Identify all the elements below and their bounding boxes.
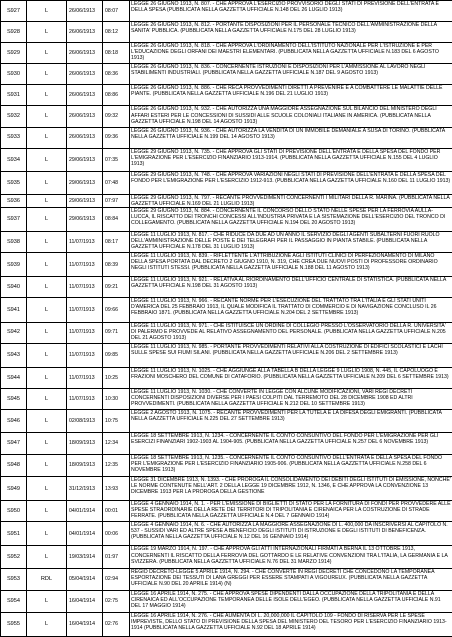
- description-cell: LEGGE 26 GIUGNO 1913, N. 932. - CHE AUTORIZZA UNA MAGGIORE ASSEGNAZIONE SUL BILANCIO DEL MINISTERO DEGLI AFFARI ESTERI PER LE CONCESSIONI DI SUSSIDI ALLE SCUOLE COLONIALI ITALIANE IN AMERICA. (PUBBLICATA NELLA GAZZETTA UFFICIALE N.198 DEL 14 AGOSTO 1913): [130, 106, 452, 127]
- number-cell: 09:85: [103, 343, 130, 367]
- record-id-cell: S929: [1, 43, 27, 64]
- table-row: [1, 127, 452, 148]
- date-cell: 11/07/1913: [67, 277, 103, 298]
- date-cell: 29/06/1913: [67, 207, 103, 231]
- table-row: [1, 232, 452, 253]
- table-row: [1, 1, 452, 22]
- description-cell: LEGGE 26 GIUGNO 1913, N. 812. - PORTANTE DISPOSIZIONI PER IL PERSONALE TECNICO DELL'AMMINISTRAZIONE DELLA SANITA' PUBBLICA. (PUBBLICATA NELLA GAZZETTA UFFICIALE N.175 DEL 28 LUGLIO 1913): [130, 22, 452, 43]
- description-cell: LEGGE 16 APRILE 1914, N. 276. - CHE AUMENTA DI L. 20,000,000 IL CAPITOLO 109 - FONDO DI RISERVA PER LE SPESE IMPREVISTE, DELLO STATO DI PREVISIONE DELLA SPESA DEL MINISTERO DEL TESORO PER L'ESERCIZIO FINANZIARIO 1913-1914 (PUBBLICATA NELLA GAZZETTA UFFICIALE N.92 DEL 18 APRILE 1914): [130, 612, 452, 636]
- date-cell: 02/08/1913: [67, 409, 103, 432]
- record-id-cell: S937: [1, 207, 27, 231]
- description-cell: LEGGE 26 GIUGNO 1913, N. 936. - CHE AUTORIZZA LA VENDITA DI UN IMMOBILE DEMANIALE A SUSA DI TORINO. (PUBBLICATA NELLA GAZZETTA UFFICIALE N.199 DEL 14 AGOSTO 1913): [130, 127, 452, 148]
- table-row: [1, 277, 452, 298]
- description-cell: LEGGE 31 DICEMBRE 1913, N. 1393. - CHE PROROGA IL CONSOLIDAMENTO DEI DEBITI DEGLI ISTITUTI DI EMISSIONE, NONCHE' LE NORME CONTENUTE NELL'ART. 2 DELLA LEGGE 19 DICEMBRE 1912, N. 1346, E CHE APPROVA LA CONVENZIONE 13 DICEMBRE 1913 PER LA PROROGA DELLA GESTIONE: [130, 477, 452, 501]
- table-row: [1, 171, 452, 194]
- table-row: [1, 43, 452, 64]
- number-cell: 02:76: [103, 612, 130, 636]
- number-cell: 09:32: [103, 106, 130, 127]
- description-cell: LEGGE 18 SETTEMBRE 1913, N. 1235. - CONCERNENTE IL CONTO CONSUNTIVO DELL'ENTRATA E DELLA SPESA DEL FONDO PER L'EMIGRAZIONE PER L'ESERCIZIO FINANZIARIO 1905-906. (PUBBLICATA NELLA GAZZETTA UFFICIALE N.258 DEL 6 NOVEMBRE 1913): [130, 455, 452, 477]
- description-cell: LEGGE 19 MARZO 1914, N. 197. - CHE APPROVA GLI ATTI INTERNAZIONALI FIRMATI A BERNA IL 13 OTTOBRE 1913, CONCERNENTI IL RISCATTO DELLA FERROVIA DEL GOTTARDO E LE RELATIVE CONVENZIONI TRA L'ITALIA, LA GERMANIA E LA SVIZZERA. (PUBBLICATA NELLA GAZZETTA UFFICIALE N.76 DEL 31 MARZO 1914): [130, 546, 452, 568]
- date-cell: 26/06/1913: [67, 22, 103, 43]
- number-cell: 02:75: [103, 590, 130, 612]
- date-cell: 26/06/1913: [67, 106, 103, 127]
- date-cell: 26/06/1913: [67, 64, 103, 85]
- number-cell: 08:86: [103, 85, 130, 106]
- description-cell: LEGGE 26 GIUGNO 1913, N. 818. - CHE APPROVA L'ORDINAMENTO DELL'ISTITUTO NAZIONALE PER L'ISTRUZIONE E PER L'EDUCAZIONE DEGLI ORFANI DEI MAESTRI ELEMENTARI. (PUBBLICATA NELLA GAZZETTA UFFICIALE N.183 DEL 6 AGOSTO 1913): [130, 43, 452, 64]
- number-cell: 08:17: [103, 232, 130, 253]
- table-row: [1, 590, 452, 612]
- number-cell: 08:36: [103, 64, 130, 85]
- date-cell: 11/07/1913: [67, 253, 103, 277]
- table-row: [1, 612, 452, 636]
- date-cell: 26/06/1913: [67, 43, 103, 64]
- record-id-cell: S950: [1, 501, 27, 522]
- record-id-cell: S928: [1, 22, 27, 43]
- number-cell: 02:94: [103, 568, 130, 590]
- number-cell: 12:34: [103, 432, 130, 454]
- number-cell: 09:21: [103, 277, 130, 298]
- description-cell: LEGGE 16 APRILE 1914, N. 275. - CHE APPROVA SPESE DIPENDENTI DALLA OCCUPAZIONE DELLA TRIPOLITANIA E DELLA CIRENAICA ED ALL'OCCUPAZIONE TEMPORANEA DELLE ISOLE DELL'EGEO. (PUBBLICATA NELLA GAZZETTA UFFICIALE N.91 DEL 17 MAGGIO 1914): [130, 590, 452, 612]
- description-cell: LEGGE 11 LUGLIO 1913, N. 921. - RELATIVA AL RIORDINAMENTO DELL'UFFICIO CENTRALE DI STATISTICA. (PUBBLICATA NELLA GAZZETTA UFFICIALE N.198 DEL 31 AGOSTO 1913): [130, 277, 452, 298]
- record-id-cell: S936: [1, 194, 27, 207]
- act-type-cell: L: [27, 612, 67, 636]
- table-row: [1, 568, 452, 590]
- act-type-cell: L: [27, 277, 67, 298]
- record-id-cell: S955: [1, 612, 27, 636]
- description-cell: LEGGE 29 GIUGNO 1913, N. 797. - RECANTE PROVVEDIMENTI CONCERNENTI I MILITARI DELLA R. MARINA. (PUBBLICATA NELLA GAZZETTA UFFICIALE N.169 DEL 21 LUGLIO 1913): [130, 194, 452, 207]
- date-cell: 26/06/1913: [67, 85, 103, 106]
- act-type-cell: L: [27, 1, 67, 22]
- number-cell: 01:97: [103, 546, 130, 568]
- description-cell: LEGGE 11 LUGLIO 1913, N. 971. - CHE ISTITUISCE UN ORDINE DI COLLEGIO PRESSO L'OSSERVATORIO DELLA R. UNIVERSITA' DI PALERMO E PROVVEDE AL RELATIVO ASSEGNAMENTO DEL PERSONALE. (PUBBLICATA NELLA GAZZETTA UFFICIALE N.205 DEL 21 AGOSTO 1913): [130, 322, 452, 343]
- record-id-cell: S951: [1, 522, 27, 546]
- records-table-body: [1, 1, 452, 637]
- record-id-cell: S931: [1, 85, 27, 106]
- description-cell: LEGGE 26 GIUGNO 1913, N. 836. - CONCERNENTE ISTRUZIONI E DISPOSIZIONI PER L'AMMISSIONE AL LAVORO NEGLI STABILIMENTI INDUSTRIALI. (PUBBLICATA NELLA GAZZETTA UFFICIALE N.187 DEL 9 AGOSTO 1913): [130, 64, 452, 85]
- record-id-cell: S952: [1, 546, 27, 568]
- record-id-cell: S954: [1, 590, 27, 612]
- table-row: [1, 298, 452, 322]
- number-cell: 08:12: [103, 22, 130, 43]
- date-cell: 16/04/1914: [67, 612, 103, 636]
- record-id-cell: S943: [1, 343, 27, 367]
- record-id-cell: S930: [1, 64, 27, 85]
- number-cell: 08:07: [103, 1, 130, 22]
- record-id-cell: S927: [1, 1, 27, 22]
- act-type-cell: L: [27, 501, 67, 522]
- description-cell: LEGGE 4 GENNAIO 1914, N. 1. - PER L'EMISSIONE DI BIGLIETTI DI STATO PER LA FORNITURA DI FONDI PER PROVVEDERE ALLE SPESE STRAORDINARIE DELLA RETE DEI TERRITORI DI TRIPOLITANIA E CIRENAICA PER LA COSTRUZIONE DI STRADE FERRATE. (PUBBLICATA NELLA GAZZETTA UFFICIALE N.4 DEL 7 GENNAIO 1914): [130, 501, 452, 522]
- number-cell: 10:25: [103, 367, 130, 388]
- number-cell: 08:18: [103, 43, 130, 64]
- date-cell: 26/06/1913: [67, 1, 103, 22]
- record-id-cell: S941: [1, 298, 27, 322]
- date-cell: 11/07/1913: [67, 298, 103, 322]
- table-row: [1, 409, 452, 432]
- record-id-cell: S938: [1, 232, 27, 253]
- description-cell: LEGGE 11 LUGLIO 1913, N. 839. - RIFLETTENTE L'ATTRIBUZIONE AGLI ISTITUTI CLINICI DI PERFEZIONAMENTO DI MILANO DELLA SPESA PORTATA DAL DECRETO 2 GIUGNO 1910, N. 319, CHE CREA DUE NUOVI POSTI DI PROFESSORE ORDINARIO NEGLI ISTITUTI STESSI. (PUBBLICATA NELLA GAZZETTA UFFICIALE N.188 DEL 11 AGOSTO 1913): [130, 253, 452, 277]
- number-cell: 07:48: [103, 171, 130, 194]
- date-cell: 04/01/1914: [67, 522, 103, 546]
- description-cell: LEGGE 29 GIUGNO 1913, N. 884. - CONCERNENTE IL CONCORSO DELLO STATO NELLE SPESE PER LA FERROVIA AULLA-LUCCA, IL RISCATTO DEI TRONCHI CONCESSI ALL'INDUSTRIA PRIVATA E LA SISTEMAZIONE DELL'ESERCIZIO DEL TRONCO DI COLLEGAMENTO. (PUBBLICATA NELLA GAZZETTA UFFICIALE N.194 DEL 20 AGOSTO 1913): [130, 207, 452, 231]
- act-type-cell: L: [27, 322, 67, 343]
- record-id-cell: S932: [1, 106, 27, 127]
- record-id-cell: S947: [1, 432, 27, 454]
- number-cell: 07:97: [103, 194, 130, 207]
- date-cell: 11/07/1913: [67, 322, 103, 343]
- date-cell: 26/06/1913: [67, 127, 103, 148]
- description-cell: LEGGE 18 SETTEMBRE 1913, N. 1234. - CONCERNENTE IL CONTO CONSUNTIVO DEL FONDO PER L'EMIGRAZIONE PER GLI ESERCIZI FINANZIARI 1902-1903 AL 1904-905. (PUBBLICATA NELLA GAZZETTA UFFICIALE N.257 DEL 6 NOVEMBRE 1913): [130, 432, 452, 454]
- date-cell: 29/06/1913: [67, 171, 103, 194]
- act-type-cell: L: [27, 546, 67, 568]
- table-row: [1, 106, 452, 127]
- record-id-cell: S946: [1, 409, 27, 432]
- description-cell: LEGGE 2 AGOSTO 1913, N. 1075. - RECANTE PROVVEDIMENTI PER LA TUTELA E LA DIFESA DEGLI EMIGRANTI. (PUBBLICATA NELLA GAZZETTA UFFICIALE N.225 DEL 27 SETTEMBRE 1913): [130, 409, 452, 432]
- act-type-cell: RDL: [27, 568, 67, 590]
- table-row: [1, 343, 452, 367]
- date-cell: 11/07/1913: [67, 367, 103, 388]
- date-cell: 05/04/1914: [67, 568, 103, 590]
- act-type-cell: L: [27, 367, 67, 388]
- number-cell: 00:01: [103, 501, 130, 522]
- record-id-cell: S949: [1, 477, 27, 501]
- number-cell: 09:66: [103, 298, 130, 322]
- act-type-cell: L: [27, 148, 67, 171]
- description-cell: LEGGE 4 GENNAIO 1914, N. 6. - CHE AUTORIZZA LA MAGGIORE ASSEGNAZIONE DI L. 400,000 DA INSCRIVERSI AL CAPITOLO N. 537 - SUSSIDI VARI ED ALTRE SPESE A BENEFICIO DEGLI ISTITUTI DI ISTRUZIONE E DEGLI ISTITUTI DI BENEFICENZA. (PUBBLICATA NELLA GAZZETTA UFFICIALE N.12 DEL 16 GENNAIO 1914): [130, 522, 452, 546]
- record-id-cell: S935: [1, 171, 27, 194]
- date-cell: 04/01/1914: [67, 501, 103, 522]
- number-cell: 10:30: [103, 388, 130, 409]
- act-type-cell: L: [27, 127, 67, 148]
- number-cell: 13:93: [103, 477, 130, 501]
- table-row: [1, 322, 452, 343]
- number-cell: 08:39: [103, 253, 130, 277]
- act-type-cell: L: [27, 409, 67, 432]
- act-type-cell: L: [27, 22, 67, 43]
- date-cell: 11/07/1913: [67, 388, 103, 409]
- act-type-cell: L: [27, 343, 67, 367]
- number-cell: 10:75: [103, 409, 130, 432]
- table-row: [1, 85, 452, 106]
- act-type-cell: L: [27, 253, 67, 277]
- number-cell: 07:35: [103, 148, 130, 171]
- record-id-cell: S953: [1, 568, 27, 590]
- description-cell: REGIO DECRETO-LEGGE 5 APRILE 1914, N. 294. - CHE CONVERTE IN REGI DECRETI CHE CONCEDONO LA TEMPORANEA ESPORTAZIONE DEI TESSUTI DI LANA GREGGI PER ESSERE STAMPATI A VIGOUREUX. (PUBBLICATA NELLA GAZZETTA UFFICIALE N.90 DEL 20 APRILE 1914) (N): [130, 568, 452, 590]
- date-cell: 19/03/1914: [67, 546, 103, 568]
- record-id-cell: S942: [1, 322, 27, 343]
- act-type-cell: L: [27, 106, 67, 127]
- description-cell: LEGGE 26 GIUGNO 1913, N. 886. - CHE RECA PROVVEDIMENTI DIRETTI A PREVENIRE E A COMBATTERE LE MALATTIE DELLE PIANTE. (PUBBLICATA NELLA GAZZETTA UFFICIALE N.196 DEL 21 LUGLIO 1913): [130, 85, 452, 106]
- date-cell: 16/04/1914: [67, 590, 103, 612]
- date-cell: 18/09/1913: [67, 432, 103, 454]
- act-type-cell: L: [27, 207, 67, 231]
- description-cell: LEGGE 26 GIUGNO 1913, N. 807. - CHE APPROVA L'ESERCIZIO PROVVISORIO DEGLI STATI DI PREVISIONE DELL'ENTRATA E DELLA SPESA (PUBBLICATA NELLA GAZZETTA UFFICIALE N.148 DEL 26 LUGLIO 1913): [130, 1, 452, 22]
- table-row: [1, 501, 452, 522]
- description-cell: LEGGE 11 LUGLIO 1913, N. 1025. - CHE AGGIUNGE ALLA TABELLA B DELLA LEGGE 9 LUGLIO 1908, N. 445, IL CAPOLUOGO E FRAZIONI MOSCHERO DEL COMUNE DI CATAFORIO. (PUBBLICATA NELLA GAZZETTA UFFICIALE N.209 DEL 6 SETTEMBRE 1913): [130, 367, 452, 388]
- description-cell: LEGGE 29 GIUGNO 1913, N. 748. - CHE APPROVA VARIAZIONI NEGLI STATI DI PREVISIONE DELL'ENTRATA E DELLA SPESA DEL FONDO PER L'EMIGRAZIONE PER L'ESERCIZIO 1912-913. (PUBBLICATA NELLA GAZZETTA UFFICIALE N.160 DEL 11 LUGLIO 1913): [130, 171, 452, 194]
- record-id-cell: S944: [1, 367, 27, 388]
- table-row: [1, 367, 452, 388]
- act-type-cell: L: [27, 477, 67, 501]
- date-cell: 29/06/1913: [67, 148, 103, 171]
- date-cell: 31/12/1913: [67, 477, 103, 501]
- record-id-cell: S940: [1, 277, 27, 298]
- table-row: [1, 207, 452, 231]
- record-id-cell: S948: [1, 455, 27, 477]
- record-id-cell: S945: [1, 388, 27, 409]
- date-cell: 29/06/1913: [67, 194, 103, 207]
- act-type-cell: L: [27, 64, 67, 85]
- number-cell: 08:84: [103, 207, 130, 231]
- record-id-cell: S933: [1, 127, 27, 148]
- table-row: [1, 64, 452, 85]
- act-type-cell: L: [27, 432, 67, 454]
- act-type-cell: L: [27, 43, 67, 64]
- table-row: [1, 522, 452, 546]
- table-row: [1, 432, 452, 454]
- act-type-cell: L: [27, 455, 67, 477]
- table-row: [1, 455, 452, 477]
- record-id-cell: S934: [1, 148, 27, 171]
- act-type-cell: L: [27, 194, 67, 207]
- description-cell: LEGGE 11 LUGLIO 1913, N. 966. - RECANTE NORME PER L'ESECUZIONE DEL TRATTATO TRA L'ITALIA E GLI STATI UNITI D'AMERICA DEL 25 FEBBRAIO 1913, IL QUALE MODIFICA IL TRATTATO DI COMMERCIO E DI NAVIGAZIONE CONCLUSO IL 26 FEBBRAIO 1871. (PUBBLICATA NELLA GAZZETTA UFFICIALE N.204 DEL 2 SETTEMBRE 1913): [130, 298, 452, 322]
- act-type-cell: L: [27, 232, 67, 253]
- table-row: [1, 477, 452, 501]
- date-cell: 18/09/1913: [67, 455, 103, 477]
- number-cell: 09:71: [103, 322, 130, 343]
- number-cell: 12:35: [103, 455, 130, 477]
- record-id-cell: S939: [1, 253, 27, 277]
- date-cell: 11/07/1913: [67, 232, 103, 253]
- table-row: [1, 388, 452, 409]
- act-type-cell: L: [27, 388, 67, 409]
- act-type-cell: L: [27, 85, 67, 106]
- table-row: [1, 148, 452, 171]
- description-cell: LEGGE 11 LUGLIO 1913, N. 985. - PORTANTE PROVVEDIMENTI RELATIVI ALLA COSTRUZIONE DI EDIFICI SCOLASTICI E LACHI SULLE SPESE SUI FIUMI SILANI. (PUBBLICATA NELLA GAZZETTA UFFICIALE N.206 DEL 2 SETTEMBRE 1913): [130, 343, 452, 367]
- number-cell: 09:36: [103, 127, 130, 148]
- act-type-cell: L: [27, 590, 67, 612]
- description-cell: LEGGE 11 LUGLIO 1913, N. 817. - CHE RIDUCE DA DUE AD UN ANNO IL SERVIZIO DEGLI AGENTI SUBALTERNI FUORI RUOLO DELL'AMMINISTRAZIONE DELLE POSTE E DEI TELEGRAFI PER IL PASSAGGIO IN PIANTA STABILE. (PUBBLICATA NELLA GAZZETTA UFFICIALE N.178 DEL 31 LUGLIO 1913): [130, 232, 452, 253]
- number-cell: 00:06: [103, 522, 130, 546]
- act-type-cell: L: [27, 522, 67, 546]
- table-row: [1, 546, 452, 568]
- description-cell: LEGGE 29 GIUGNO 1913, N. 735. - CHE APPROVA GLI STATI DI PREVISIONE DELL'ENTRATA E DELLA SPESA DEL FONDO PER L'EMIGRAZIONE PER L'ESERCIZIO FINANZIARIO 1913-1914. (PUBBLICATA NELLA GAZZETTA UFFICIALE N.155 DEL 4 LUGLIO 1913): [130, 148, 452, 171]
- table-row: [1, 253, 452, 277]
- date-cell: 11/07/1913: [67, 343, 103, 367]
- description-cell: LEGGE 11 LUGLIO 1913, N. 1030. - CHE CONVERTE IN LEGGE CON ALCUNE MODIFICAZIONI, VARI REGI DECRETI CONCERNENTI DISPOSIZIONI DIVERSE PER I PAESI COLPITI DAL TERREMOTO DEL 28 DICEMBRE 1908 ED ALTRI PROVVEDIMENTI. (PUBBLICATA NELLA GAZZETTA UFFICIALE N.212 DEL 10 SETTEMBRE 1913): [130, 388, 452, 409]
- table-row: [1, 22, 452, 43]
- table-row: [1, 194, 452, 207]
- act-type-cell: L: [27, 298, 67, 322]
- act-type-cell: L: [27, 171, 67, 194]
